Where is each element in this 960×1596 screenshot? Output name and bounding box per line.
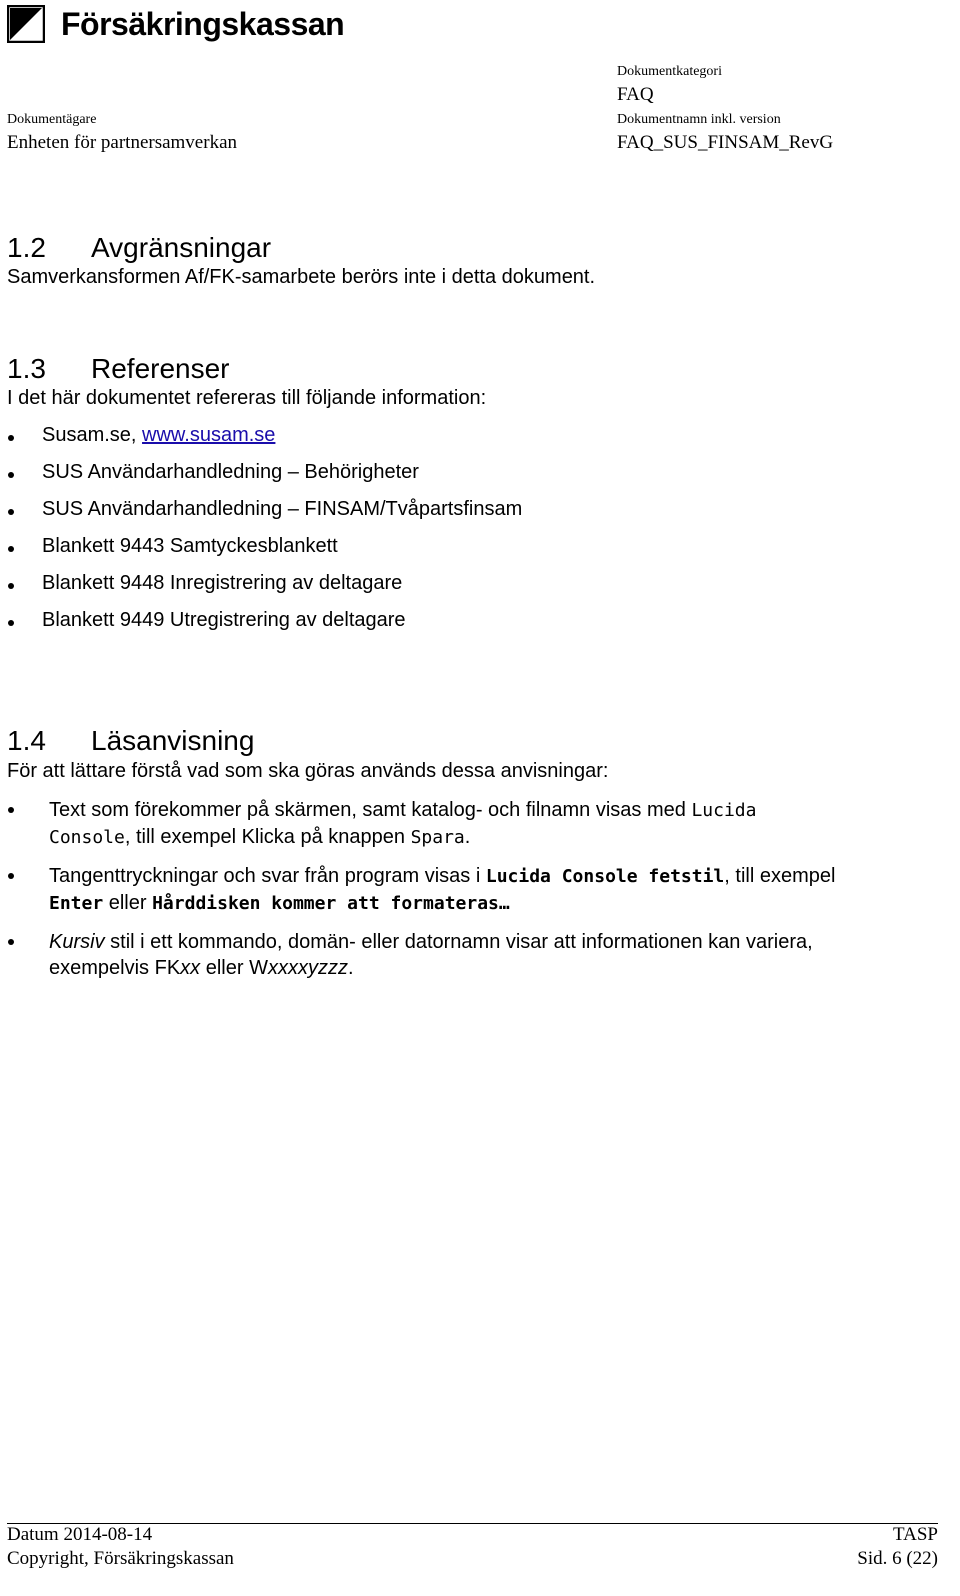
bullet-icon xyxy=(8,472,14,478)
section-number: 1.4 xyxy=(7,725,46,756)
text-span: stil i ett kommando, domän- eller datornamn visar att informationen kan variera, exempelvis FK xyxy=(49,931,813,979)
reference-list xyxy=(0,424,522,646)
section-number: 1.3 xyxy=(7,353,46,384)
docname-value: FAQ_SUS_FINSAM_RevG xyxy=(617,132,834,153)
owner-label: Dokumentägare xyxy=(7,112,97,127)
category-label: Dokumentkategori xyxy=(617,64,722,79)
section-text: Samverkansformen Af/FK-samarbete berörs inte i detta dokument. xyxy=(7,266,596,288)
list-item xyxy=(0,609,522,646)
section-title: Läsanvisning xyxy=(91,725,255,756)
italic-text: xx xyxy=(180,957,201,979)
mono-bold-text: Lucida Console fetstil xyxy=(485,866,725,887)
bullet-icon xyxy=(8,583,14,589)
category-value: FAQ xyxy=(617,84,654,105)
text-span: , till exempel xyxy=(724,865,836,887)
list-item xyxy=(0,572,522,609)
list-item xyxy=(0,863,840,929)
list-item xyxy=(0,461,522,498)
footer-code: TASP xyxy=(893,1524,938,1545)
list-item-text: Susam.se, xyxy=(42,424,143,446)
bullet-icon xyxy=(8,509,14,515)
text-span: , till exempel Klicka på knappen xyxy=(124,826,411,848)
section-title: Avgränsningar xyxy=(91,232,272,263)
list-item-text: Blankett 9443 Samtyckesblankett xyxy=(42,535,338,557)
list-item xyxy=(0,535,522,572)
section-heading-1-3 xyxy=(7,353,230,385)
section-heading-1-2 xyxy=(7,232,271,264)
footer-copyright: Copyright, Försäkringskassan xyxy=(7,1548,234,1569)
logo-mark-icon xyxy=(7,5,45,43)
bullet-icon xyxy=(8,873,14,879)
docname-label: Dokumentnamn inkl. version xyxy=(617,112,781,127)
footer-date: Datum 2014-08-14 xyxy=(7,1524,153,1545)
text-span: eller xyxy=(103,892,153,914)
italic-text: Kursiv xyxy=(49,931,105,953)
text-span: Text som förekommer på skärmen, samt katalog- och filnamn visas med xyxy=(49,799,692,821)
text-span: . xyxy=(464,826,471,848)
list-item-text: SUS Användarhandledning – Behörigheter xyxy=(42,461,419,483)
list-item-text: Blankett 9448 Inregistrering av deltagare xyxy=(42,572,403,594)
section-intro: I det här dokumentet refereras till följande information: xyxy=(7,387,487,409)
bullet-icon xyxy=(8,620,14,626)
list-item-text: SUS Användarhandledning – FINSAM/Tvåpartsfinsam xyxy=(42,498,523,520)
mono-bold-text: Hårddisken kommer att formateras… xyxy=(152,893,510,914)
bullet-icon xyxy=(8,939,14,945)
list-item xyxy=(0,498,522,535)
bullet-icon xyxy=(8,807,14,813)
logo-text: Försäkringskassan xyxy=(61,6,345,42)
owner-value: Enheten för partnersamverkan xyxy=(7,132,238,153)
list-item-text: Blankett 9449 Utregistrering av deltagare xyxy=(42,609,406,631)
footer-page-number: Sid. 6 (22) xyxy=(857,1548,938,1569)
mono-text: Spara xyxy=(410,827,465,848)
text-span: Tangenttryckningar och svar från program visas i xyxy=(49,865,486,887)
italic-text: xxxxyzzz xyxy=(267,957,348,979)
section-heading-1-4 xyxy=(7,725,254,757)
section-intro: För att lättare förstå vad som ska göras används dessa anvisningar: xyxy=(7,760,609,782)
bullet-icon xyxy=(8,546,14,552)
list-item xyxy=(0,929,840,989)
text-span: eller W xyxy=(200,957,268,979)
list-item xyxy=(0,424,522,461)
text-span: . xyxy=(347,957,354,979)
list-item xyxy=(0,797,840,863)
mono-text: Lucida Console xyxy=(49,800,757,848)
section-number: 1.2 xyxy=(7,232,46,263)
section-title: Referenser xyxy=(91,353,230,384)
bullet-icon xyxy=(8,435,14,441)
mono-bold-text: Enter xyxy=(49,893,104,914)
logo xyxy=(7,4,344,44)
reading-guide-list xyxy=(0,797,840,989)
susam-link[interactable]: www.susam.se xyxy=(142,424,276,446)
